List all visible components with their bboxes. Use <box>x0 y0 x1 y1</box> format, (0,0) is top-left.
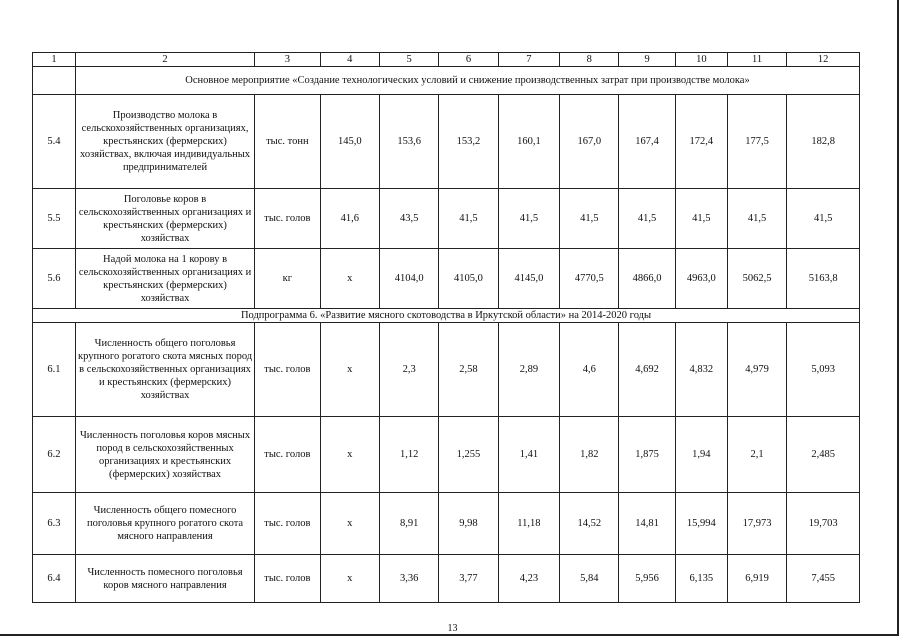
value-cell: 6,135 <box>675 555 727 603</box>
value-cell: 1,82 <box>560 417 619 493</box>
value-cell: 19,703 <box>787 493 860 555</box>
row-number: 5.4 <box>33 95 76 189</box>
unit-cell: тыс. голов <box>255 189 321 249</box>
value-cell: 4104,0 <box>379 249 438 309</box>
value-cell: 2,3 <box>379 323 438 417</box>
header-cell: 11 <box>727 53 786 67</box>
value-cell: 172,4 <box>675 95 727 189</box>
table-row <box>33 555 860 603</box>
row-number: 5.5 <box>33 189 76 249</box>
row-number: 6.3 <box>33 493 76 555</box>
value-cell: 1,41 <box>498 417 559 493</box>
value-cell: 11,18 <box>498 493 559 555</box>
header-cell: 9 <box>619 53 675 67</box>
value-cell: 167,4 <box>619 95 675 189</box>
table-row <box>33 323 860 417</box>
value-cell: 41,5 <box>439 189 498 249</box>
value-cell: 17,973 <box>727 493 786 555</box>
table-row <box>33 493 860 555</box>
table-row <box>33 417 860 493</box>
value-cell: 41,5 <box>787 189 860 249</box>
row-number: 5.6 <box>33 249 76 309</box>
value-cell: 2,89 <box>498 323 559 417</box>
section-num-cell <box>33 67 76 95</box>
unit-cell: тыс. голов <box>255 493 321 555</box>
header-cell: 10 <box>675 53 727 67</box>
indicator-name: Надой молока на 1 корову в сельскохозяйственных организациях и крестьянских (фермерских) хозяйствах <box>75 249 254 309</box>
value-cell: 5,093 <box>787 323 860 417</box>
value-cell: 43,5 <box>379 189 438 249</box>
value-cell: 145,0 <box>320 95 379 189</box>
value-cell: 8,91 <box>379 493 438 555</box>
header-cell: 7 <box>498 53 559 67</box>
value-cell: 2,1 <box>727 417 786 493</box>
value-cell: 2,58 <box>439 323 498 417</box>
indicator-name: Численность поголовья коров мясных пород в сельскохозяйственных организациях и крестьянских (фермерских) хозяйствах <box>75 417 254 493</box>
subprogram-row <box>33 309 860 323</box>
value-cell: 4,6 <box>560 323 619 417</box>
indicator-name: Поголовье коров в сельскохозяйственных организациях и крестьянских (фермерских) хозяйствах <box>75 189 254 249</box>
indicator-name: Численность общего поголовья крупного рогатого скота мясных пород в сельскохозяйственных организациях и крестьянских (фермерских) хозяйствах <box>75 323 254 417</box>
value-cell: 4105,0 <box>439 249 498 309</box>
table-row <box>33 249 860 309</box>
section-title: Основное мероприятие «Создание технологических условий и снижение производственных затрат при производстве молока» <box>75 67 859 95</box>
value-cell: х <box>320 417 379 493</box>
header-cell: 12 <box>787 53 860 67</box>
value-cell: 153,2 <box>439 95 498 189</box>
value-cell: 4,832 <box>675 323 727 417</box>
value-cell: 41,6 <box>320 189 379 249</box>
value-cell: х <box>320 493 379 555</box>
value-cell: 41,5 <box>498 189 559 249</box>
value-cell: 1,875 <box>619 417 675 493</box>
value-cell: 153,6 <box>379 95 438 189</box>
value-cell: 9,98 <box>439 493 498 555</box>
row-number: 6.4 <box>33 555 76 603</box>
header-cell: 8 <box>560 53 619 67</box>
header-cell: 6 <box>439 53 498 67</box>
value-cell: х <box>320 249 379 309</box>
value-cell: 41,5 <box>727 189 786 249</box>
table-header-row <box>33 53 860 67</box>
value-cell: 5163,8 <box>787 249 860 309</box>
value-cell: 5,956 <box>619 555 675 603</box>
value-cell: 5,84 <box>560 555 619 603</box>
value-cell: 41,5 <box>675 189 727 249</box>
indicator-name: Производство молока в сельскохозяйственных организациях, крестьянских (фермерских) хозяйствах, включая индивидуальных предпринимателей <box>75 95 254 189</box>
value-cell: 2,485 <box>787 417 860 493</box>
value-cell: х <box>320 323 379 417</box>
header-cell: 4 <box>320 53 379 67</box>
value-cell: 14,52 <box>560 493 619 555</box>
value-cell: 4145,0 <box>498 249 559 309</box>
subprogram-title: Подпрограмма 6. «Развитие мясного скотоводства в Иркутской области» на 2014-2020 годы <box>33 309 860 323</box>
indicator-name: Численность помесного поголовья коров мясного направления <box>75 555 254 603</box>
section-row <box>33 67 860 95</box>
indicators-table <box>32 52 860 603</box>
value-cell: 1,255 <box>439 417 498 493</box>
table-row <box>33 189 860 249</box>
unit-cell: тыс. голов <box>255 323 321 417</box>
value-cell: 41,5 <box>619 189 675 249</box>
unit-cell: тыс. голов <box>255 417 321 493</box>
value-cell: х <box>320 555 379 603</box>
header-cell: 2 <box>75 53 254 67</box>
unit-cell: кг <box>255 249 321 309</box>
value-cell: 41,5 <box>560 189 619 249</box>
value-cell: 160,1 <box>498 95 559 189</box>
row-number: 6.2 <box>33 417 76 493</box>
value-cell: 1,94 <box>675 417 727 493</box>
value-cell: 15,994 <box>675 493 727 555</box>
value-cell: 4866,0 <box>619 249 675 309</box>
value-cell: 3,77 <box>439 555 498 603</box>
value-cell: 5062,5 <box>727 249 786 309</box>
value-cell: 4963,0 <box>675 249 727 309</box>
indicator-name: Численность общего помесного поголовья крупного рогатого скота мясного направления <box>75 493 254 555</box>
table-row <box>33 95 860 189</box>
value-cell: 167,0 <box>560 95 619 189</box>
value-cell: 4,979 <box>727 323 786 417</box>
value-cell: 182,8 <box>787 95 860 189</box>
value-cell: 1,12 <box>379 417 438 493</box>
value-cell: 4,692 <box>619 323 675 417</box>
value-cell: 3,36 <box>379 555 438 603</box>
value-cell: 14,81 <box>619 493 675 555</box>
value-cell: 7,455 <box>787 555 860 603</box>
row-number: 6.1 <box>33 323 76 417</box>
value-cell: 6,919 <box>727 555 786 603</box>
unit-cell: тыс. тонн <box>255 95 321 189</box>
value-cell: 4770,5 <box>560 249 619 309</box>
unit-cell: тыс. голов <box>255 555 321 603</box>
header-cell: 1 <box>33 53 76 67</box>
page-number: 13 <box>447 623 458 634</box>
value-cell: 177,5 <box>727 95 786 189</box>
value-cell: 4,23 <box>498 555 559 603</box>
header-cell: 3 <box>255 53 321 67</box>
header-cell: 5 <box>379 53 438 67</box>
